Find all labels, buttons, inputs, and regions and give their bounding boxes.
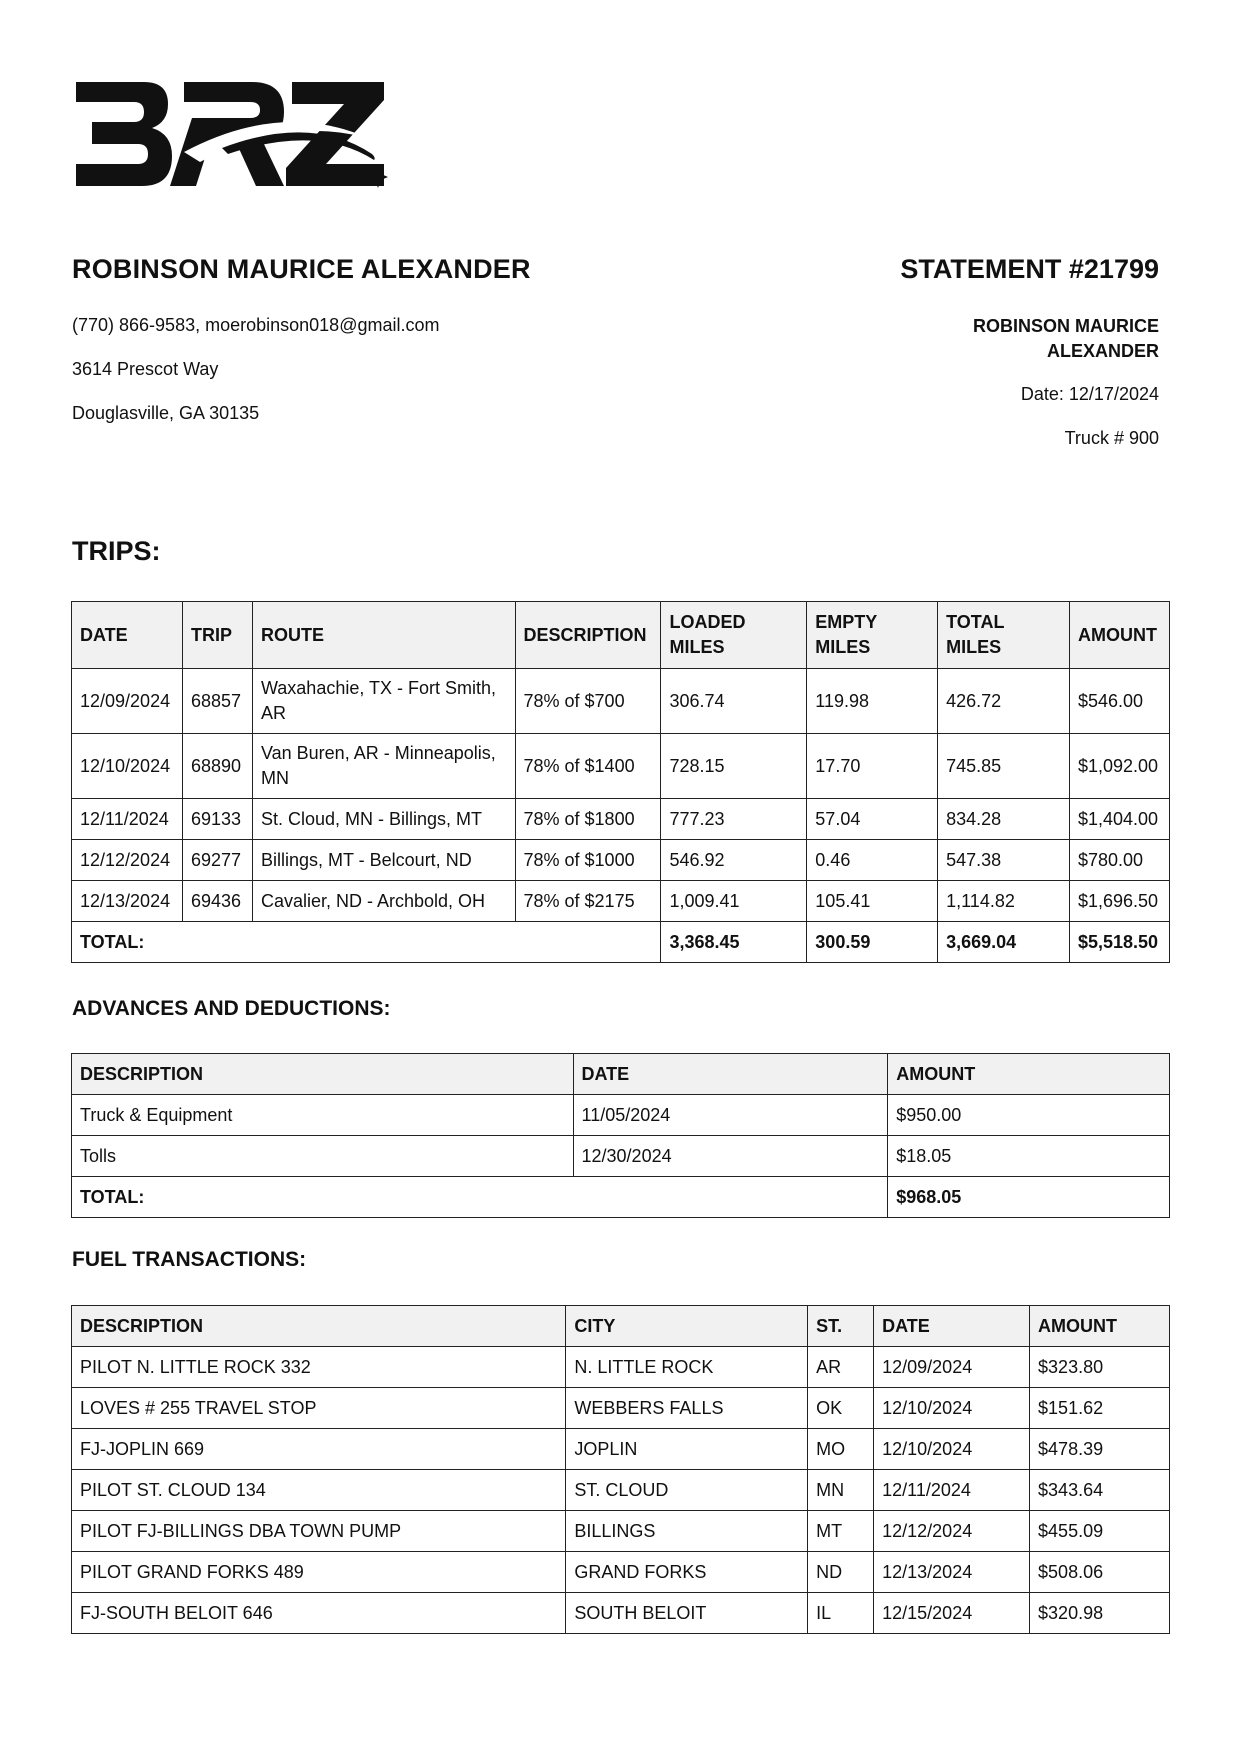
table-cell: $343.64 <box>1030 1470 1170 1511</box>
column-header: DESCRIPTION <box>515 602 661 669</box>
table-row <box>72 1136 1170 1177</box>
table-cell: 78% of $2175 <box>515 881 661 922</box>
table-cell: $18.05 <box>888 1136 1170 1177</box>
total-amount: $5,518.50 <box>1069 922 1169 963</box>
table-cell: Cavalier, ND - Archbold, OH <box>252 881 515 922</box>
column-header: EMPTY MILES <box>807 602 938 669</box>
table-cell: 12/10/2024 <box>72 734 183 799</box>
table-cell: FJ-JOPLIN 669 <box>72 1429 566 1470</box>
table-cell: 12/10/2024 <box>874 1388 1030 1429</box>
table-cell: LOVES # 255 TRAVEL STOP <box>72 1388 566 1429</box>
table-cell: PILOT FJ-BILLINGS DBA TOWN PUMP <box>72 1511 566 1552</box>
statement-date: Date: 12/17/2024 <box>1020 384 1159 404</box>
table-row <box>72 1095 1170 1136</box>
column-header: TOTAL MILES <box>938 602 1070 669</box>
table-cell: N. LITTLE ROCK <box>566 1347 808 1388</box>
table-cell: PILOT N. LITTLE ROCK 332 <box>72 1347 566 1388</box>
table-row <box>72 734 1170 799</box>
trips-total-row <box>72 922 1170 963</box>
table-cell: 12/11/2024 <box>874 1470 1030 1511</box>
advances-section-title: ADVANCES AND DEDUCTIONS: <box>72 997 391 1020</box>
column-header: DATE <box>72 602 183 669</box>
table-cell: 306.74 <box>661 669 807 734</box>
column-header: DATE <box>573 1054 888 1095</box>
table-cell: 12/30/2024 <box>573 1136 888 1177</box>
table-cell: $1,092.00 <box>1069 734 1169 799</box>
table-cell: 78% of $1800 <box>515 799 661 840</box>
statement-number-heading: STATEMENT #21799 <box>900 254 1159 284</box>
fuel-section-title: FUEL TRANSACTIONS: <box>72 1248 307 1271</box>
advances-table <box>71 1053 1170 1218</box>
column-header: TRIP <box>182 602 252 669</box>
table-cell: 1,114.82 <box>938 881 1070 922</box>
table-cell: 12/10/2024 <box>874 1429 1030 1470</box>
table-cell: 547.38 <box>938 840 1070 881</box>
table-cell: MO <box>808 1429 874 1470</box>
table-cell: $323.80 <box>1030 1347 1170 1388</box>
table-cell: FJ-SOUTH BELOIT 646 <box>72 1593 566 1634</box>
table-cell: GRAND FORKS <box>566 1552 808 1593</box>
table-cell: 57.04 <box>807 799 938 840</box>
table-cell: Billings, MT - Belcourt, ND <box>252 840 515 881</box>
total-miles: 3,669.04 <box>938 922 1070 963</box>
table-cell: 69133 <box>182 799 252 840</box>
column-header: LOADED MILES <box>661 602 807 669</box>
table-cell: $508.06 <box>1030 1552 1170 1593</box>
column-header: ROUTE <box>252 602 515 669</box>
table-cell: AR <box>808 1347 874 1388</box>
table-row <box>72 799 1170 840</box>
table-cell: 12/13/2024 <box>874 1552 1030 1593</box>
table-row <box>72 1593 1170 1634</box>
column-header: AMOUNT <box>1069 602 1169 669</box>
table-cell: ST. CLOUD <box>566 1470 808 1511</box>
table-cell: 69277 <box>182 840 252 881</box>
table-cell: 12/12/2024 <box>72 840 183 881</box>
table-cell: 78% of $1400 <box>515 734 661 799</box>
table-cell: BILLINGS <box>566 1511 808 1552</box>
statement-driver-name: ROBINSON MAURICE ALEXANDER <box>972 316 1159 361</box>
table-cell: $546.00 <box>1069 669 1169 734</box>
table-cell: $780.00 <box>1069 840 1169 881</box>
table-cell: 0.46 <box>807 840 938 881</box>
table-row <box>72 1429 1170 1470</box>
table-cell: Truck & Equipment <box>72 1095 574 1136</box>
table-header-row <box>72 602 1170 669</box>
truck-number: Truck # 900 <box>1064 428 1159 448</box>
table-row <box>72 881 1170 922</box>
table-cell: WEBBERS FALLS <box>566 1388 808 1429</box>
table-cell: 12/13/2024 <box>72 881 183 922</box>
fuel-table <box>71 1305 1170 1634</box>
table-cell: 777.23 <box>661 799 807 840</box>
table-row <box>72 1470 1170 1511</box>
table-cell: Van Buren, AR - Minneapolis, MN <box>252 734 515 799</box>
table-row <box>72 1552 1170 1593</box>
table-cell: 78% of $700 <box>515 669 661 734</box>
table-header-row <box>72 1306 1170 1347</box>
table-cell: Tolls <box>72 1136 574 1177</box>
table-cell: PILOT GRAND FORKS 489 <box>72 1552 566 1593</box>
table-cell: 426.72 <box>938 669 1070 734</box>
table-cell: St. Cloud, MN - Billings, MT <box>252 799 515 840</box>
column-header: DATE <box>874 1306 1030 1347</box>
table-row <box>72 669 1170 734</box>
table-cell: 68857 <box>182 669 252 734</box>
table-row <box>72 1511 1170 1552</box>
table-cell: 105.41 <box>807 881 938 922</box>
table-cell: $151.62 <box>1030 1388 1170 1429</box>
table-cell: 728.15 <box>661 734 807 799</box>
statement-info-block <box>919 314 1159 470</box>
table-cell: 1,009.41 <box>661 881 807 922</box>
table-cell: OK <box>808 1388 874 1429</box>
table-cell: 834.28 <box>938 799 1070 840</box>
table-cell: 12/09/2024 <box>874 1347 1030 1388</box>
table-cell: $950.00 <box>888 1095 1170 1136</box>
driver-address-line1: 3614 Prescot Way <box>72 359 219 379</box>
table-row <box>72 1347 1170 1388</box>
column-header: AMOUNT <box>888 1054 1170 1095</box>
brz-logo <box>72 78 388 196</box>
table-cell: 11/05/2024 <box>573 1095 888 1136</box>
column-header: ST. <box>808 1306 874 1347</box>
total-loaded-miles: 3,368.45 <box>661 922 807 963</box>
table-cell: 12/11/2024 <box>72 799 183 840</box>
trips-table <box>71 601 1170 963</box>
total-label: TOTAL: <box>72 1177 888 1218</box>
table-cell: 12/09/2024 <box>72 669 183 734</box>
column-header: DESCRIPTION <box>72 1306 566 1347</box>
table-cell: $1,404.00 <box>1069 799 1169 840</box>
trips-section-title: TRIPS: <box>72 536 161 566</box>
table-cell: PILOT ST. CLOUD 134 <box>72 1470 566 1511</box>
table-row <box>72 840 1170 881</box>
column-header: AMOUNT <box>1030 1306 1170 1347</box>
table-cell: MT <box>808 1511 874 1552</box>
table-cell: $455.09 <box>1030 1511 1170 1552</box>
table-cell: MN <box>808 1470 874 1511</box>
table-cell: 69436 <box>182 881 252 922</box>
table-cell: $320.98 <box>1030 1593 1170 1634</box>
column-header: DESCRIPTION <box>72 1054 574 1095</box>
table-cell: 68890 <box>182 734 252 799</box>
total-label: TOTAL: <box>72 922 661 963</box>
driver-name-heading: ROBINSON MAURICE ALEXANDER <box>72 254 531 284</box>
driver-contact: (770) 866-9583, moerobinson018@gmail.com <box>72 315 440 335</box>
table-cell: 17.70 <box>807 734 938 799</box>
table-cell: 12/12/2024 <box>874 1511 1030 1552</box>
advances-total-row <box>72 1177 1170 1218</box>
table-cell: 12/15/2024 <box>874 1593 1030 1634</box>
table-cell: 745.85 <box>938 734 1070 799</box>
table-cell: SOUTH BELOIT <box>566 1593 808 1634</box>
total-empty-miles: 300.59 <box>807 922 938 963</box>
table-cell: JOPLIN <box>566 1429 808 1470</box>
column-header: CITY <box>566 1306 808 1347</box>
total-amount: $968.05 <box>888 1177 1170 1218</box>
table-cell: $478.39 <box>1030 1429 1170 1470</box>
table-cell: $1,696.50 <box>1069 881 1169 922</box>
table-cell: IL <box>808 1593 874 1634</box>
table-row <box>72 1388 1170 1429</box>
table-header-row <box>72 1054 1170 1095</box>
table-cell: 546.92 <box>661 840 807 881</box>
table-cell: Waxahachie, TX - Fort Smith, AR <box>252 669 515 734</box>
table-cell: 78% of $1000 <box>515 840 661 881</box>
driver-address-line2: Douglasville, GA 30135 <box>72 403 260 423</box>
driver-contact-block <box>72 314 439 446</box>
table-cell: ND <box>808 1552 874 1593</box>
table-cell: 119.98 <box>807 669 938 734</box>
